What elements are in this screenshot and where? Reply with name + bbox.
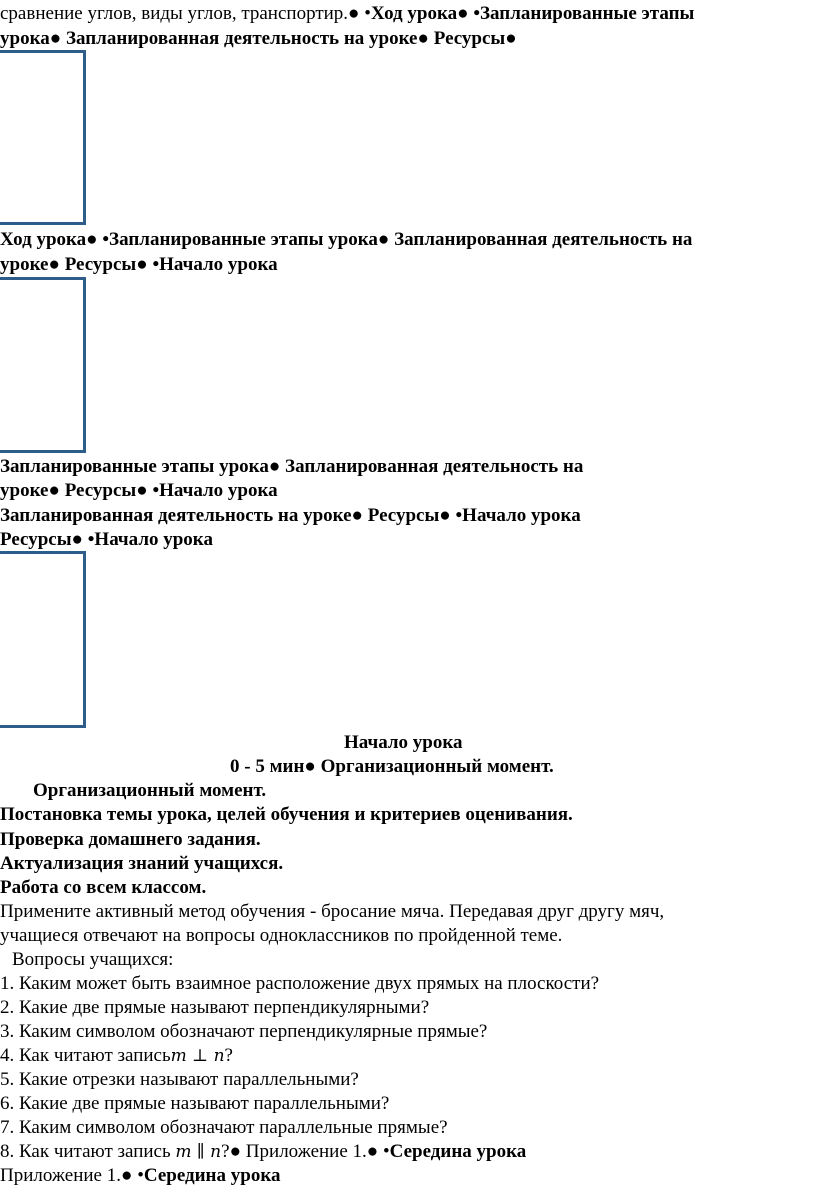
image-frame-2 — [0, 277, 86, 453]
question-8: 8. Как читают запись 𝑚 ∥ 𝑛?● Приложение 1.● •Середина урока — [0, 1141, 527, 1162]
text-line-3: Ход урока● •Запланированные этапы урока● Запланированная деятельность на — [0, 229, 693, 250]
question-1: 1. Каким может быть взаимное расположение двух прямых на плоскости? — [0, 973, 600, 994]
question-6: 6. Какие две прямые называют параллельными? — [0, 1093, 390, 1114]
question-2: 2. Какие две прямые называют перпендикулярными? — [0, 997, 430, 1018]
text-line-2: урока● Запланированная деятельность на уроке● Ресурсы● — [0, 28, 517, 49]
last-line: Приложение 1.● •Середина урока — [0, 1165, 281, 1186]
bold-line-3: Актуализация знаний учащихся. — [0, 853, 284, 874]
text-line-5: Запланированные этапы урока● Запланированная деятельность на — [0, 456, 584, 477]
text-line-1: сравнение углов, виды углов, транспортир.● •Ход урока● •Запланированные этапы — [0, 3, 695, 24]
paragraph-line-2: учащиеся отвечают на вопросы одноклассников по пройденной теме. — [0, 925, 563, 946]
bold-line-1: Постановка темы урока, целей обучения и критериев оценивания. — [0, 804, 573, 825]
question-4: 4. Как читают запись𝑚 ⊥ 𝑛? — [0, 1045, 233, 1066]
math-perpendicular: 𝑚 ⊥ 𝑛 — [170, 1046, 225, 1066]
text-line-8: Ресурсы● •Начало урока — [0, 529, 213, 550]
text-line-7: Запланированная деятельность на уроке● Ресурсы● •Начало урока — [0, 505, 581, 526]
bold-line-2: Проверка домашнего задания. — [0, 829, 261, 850]
question-3: 3. Каким символом обозначают перпендикулярные прямые? — [0, 1021, 488, 1042]
bold-line-4: Работа со всем классом. — [0, 877, 207, 898]
questions-label: Вопросы учащихся: — [12, 949, 174, 970]
math-parallel: 𝑚 ∥ 𝑛 — [175, 1142, 222, 1162]
time-heading: 0 - 5 мин● Организационный момент. — [230, 756, 554, 777]
text-line-4: уроке● Ресурсы● •Начало урока — [0, 254, 278, 275]
image-frame-3 — [0, 551, 86, 728]
paragraph-line-1: Примените активный метод обучения - бросание мяча. Передавая друг другу мяч, — [0, 901, 665, 922]
question-7: 7. Каким символом обозначают параллельные прямые? — [0, 1117, 448, 1138]
org-moment-label: Организационный момент. — [33, 780, 267, 801]
text-line-6: уроке● Ресурсы● •Начало урока — [0, 480, 278, 501]
image-frame-1 — [0, 50, 86, 225]
section-heading: Начало урока — [344, 732, 463, 753]
question-5: 5. Какие отрезки называют параллельными? — [0, 1069, 359, 1090]
